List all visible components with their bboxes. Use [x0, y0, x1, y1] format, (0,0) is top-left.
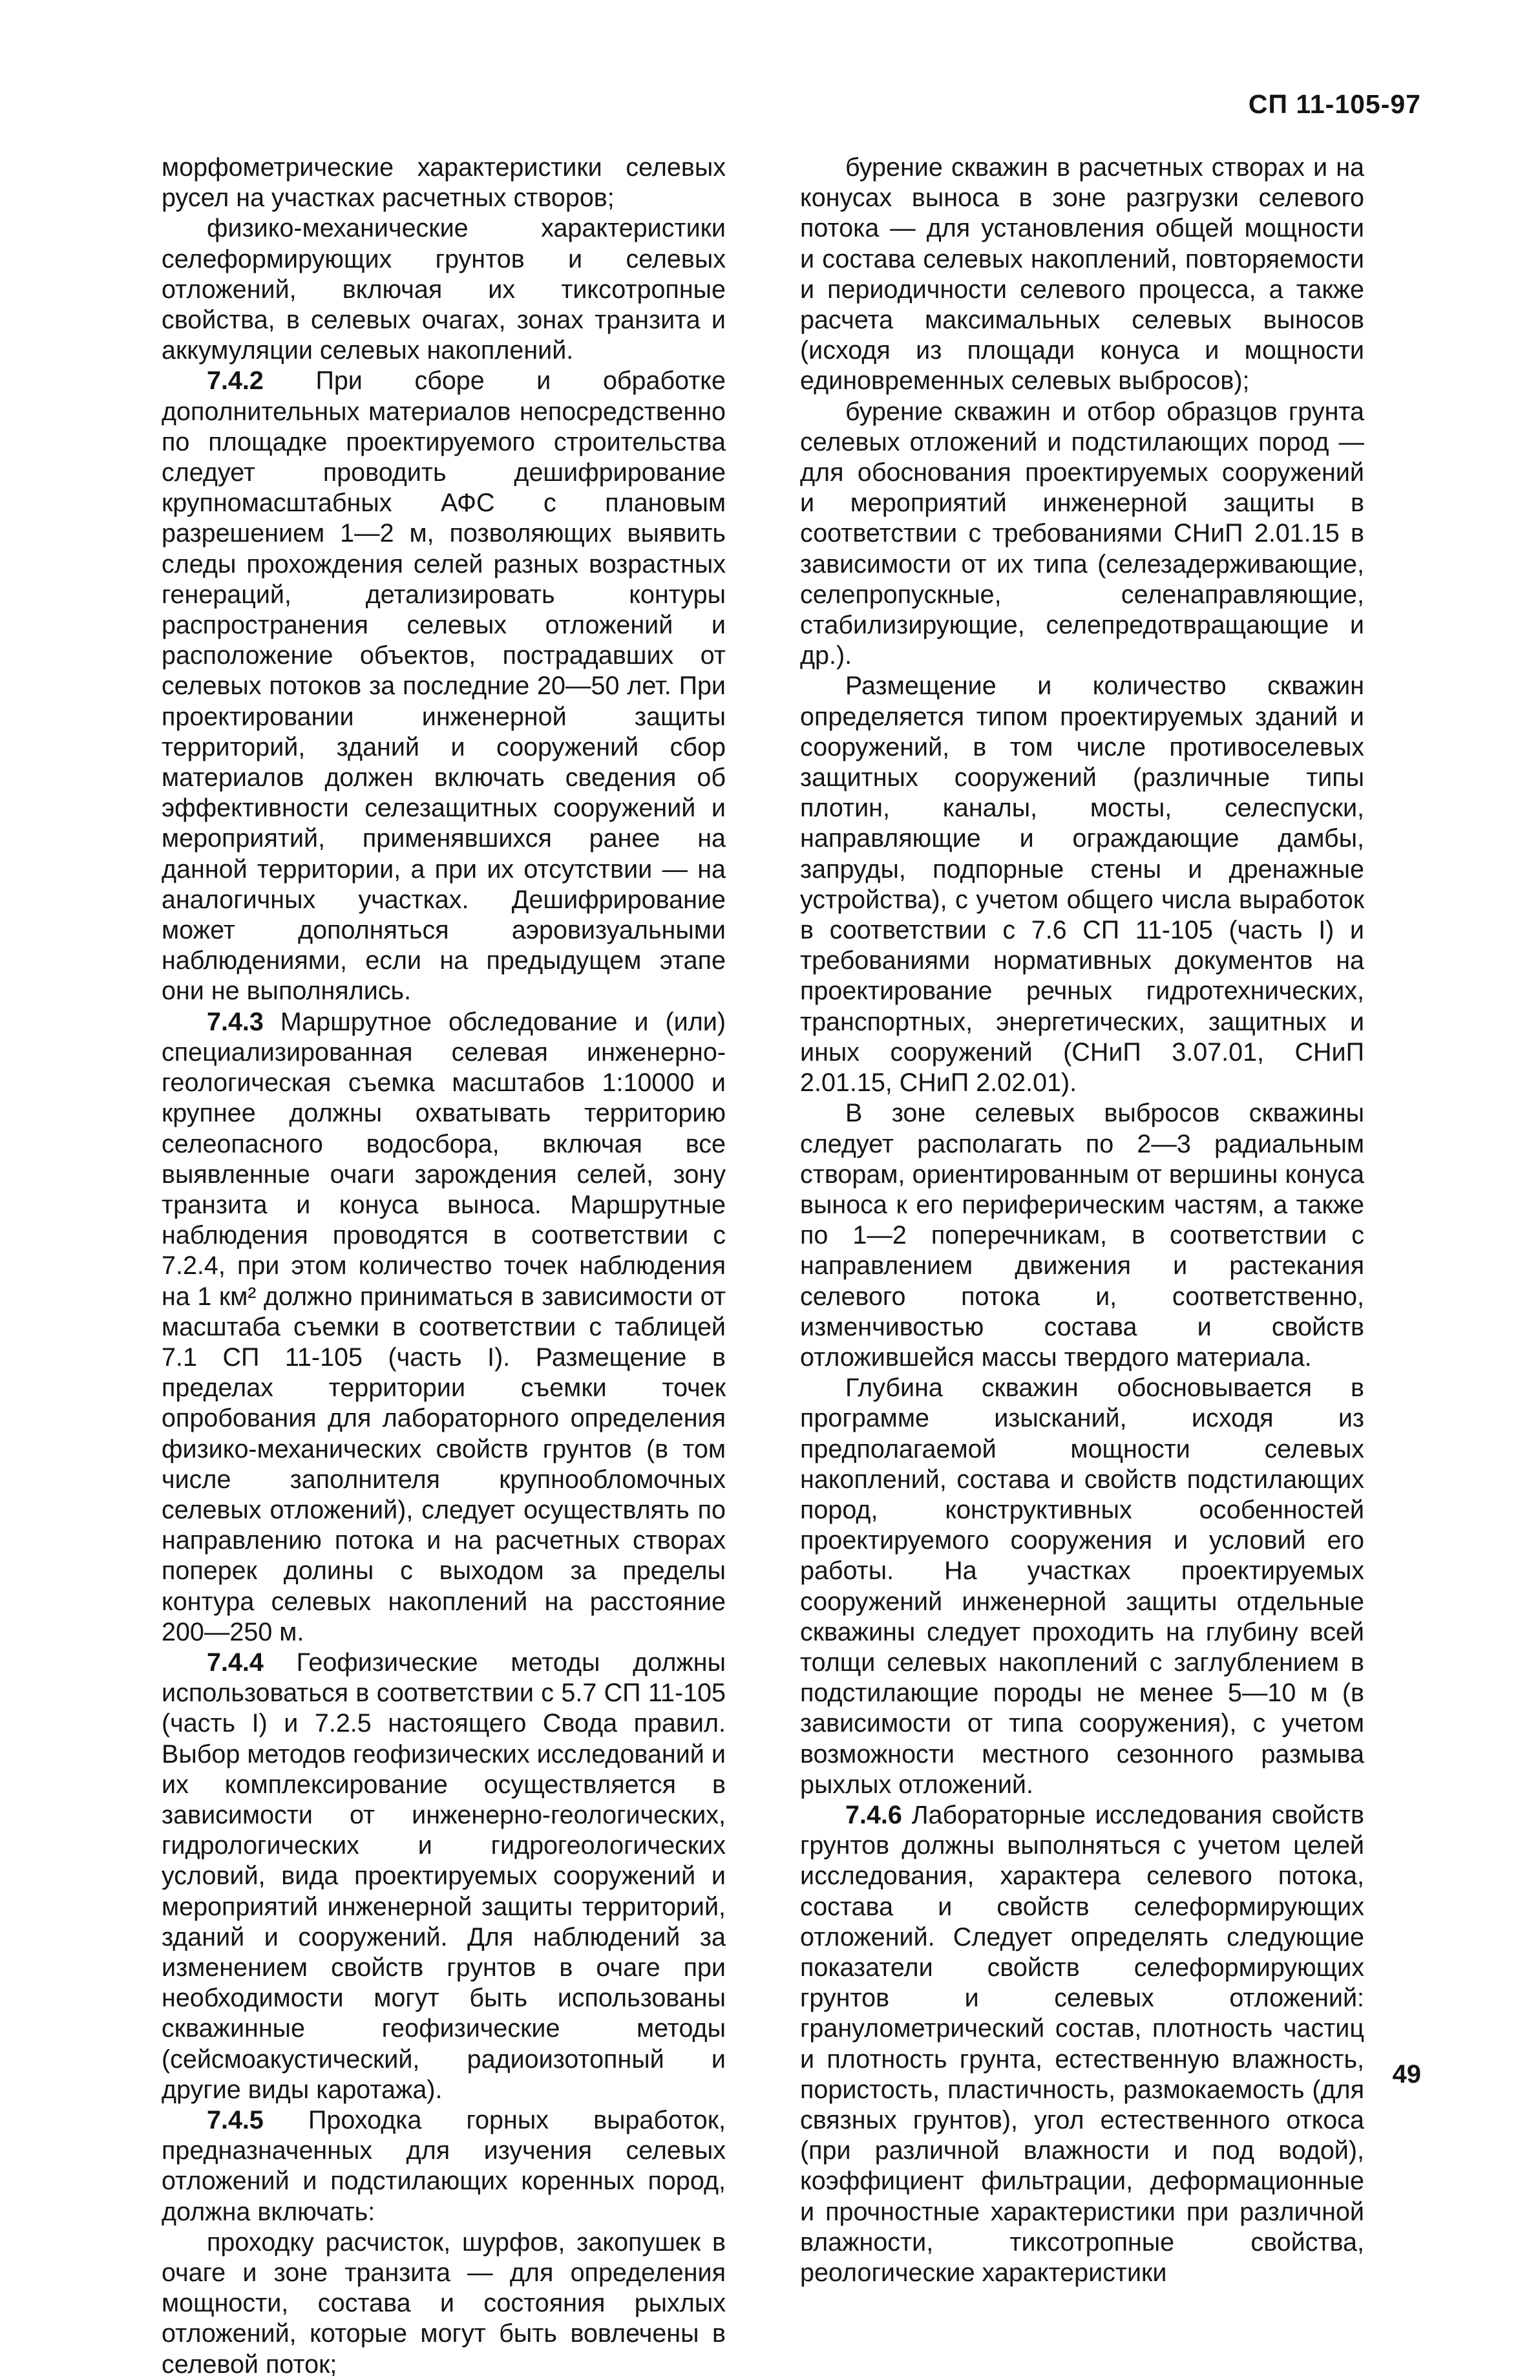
paragraph: [800, 397, 1364, 672]
paragraph-text: бурение скважин в расчетных створах и на конусах выноса в зоне разгрузки селевого потока — для установления общей мощности и состава селевых накоплений, повторяемости и периодичности селевого процесса, а также расчета максимальных селевых выносов (исходя из площади конуса и мощности единовременных селевых выбросов);: [800, 153, 1364, 396]
paragraph: [162, 2105, 726, 2227]
right-column: [800, 153, 1364, 2288]
paragraph-text: Геофизические методы должны использоваться в соответствии с 5.7 СП 11-105 (часть I) и 7.2.5 настоящего Свода правил. Выбор методов геофизических исследований и их комплексирование осуществляется в зависимости от инженерно-геологических, гидрологических и гидрогеологических условий, вида проектируемых сооружений и мероприятий инженерной защиты территорий, зданий и сооружений. Для наблюдений за изменением свойств грунтов в очаге при необходимости могут быть использованы скважинные геофизические методы (сейсмоакустический, радиоизотопный и другие виды каротажа).: [162, 1648, 726, 2104]
paragraph-text: Проходка горных выработок, предназначенных для изучения селевых отложений и подстилающих коренных пород, должна включать:: [162, 2106, 726, 2226]
paragraph-text: Размещение и количество скважин определяется типом проектируемых зданий и сооружений, в том числе противоселевых защитных сооружений (различные типы плотин, каналы, мосты, селеспуски, направляющие и ограждающие дамбы, запруды, подпорные стены и дренажные устройства), с учетом общего числа выработок в соответствии с 7.6 СП 11-105 (часть I) и требованиями нормативных документов на проектирование речных гидротехнических, транспортных, энергетических, защитных и иных сооружений (СНиП 3.07.01, СНиП 2.01.15, СНиП 2.02.01).: [800, 672, 1364, 1098]
paragraph-text: Маршрутное обследование и (или) специализированная селевая инженерно-геологическая съемка масштабов 1:10000 и крупнее должны охватывать территорию селеопасного водосбора, включая все выявленные очаги зарождения селей, зону транзита и конуса выноса. Маршрутные наблюдения проводятся в соответствии с 7.2.4, при этом количество точек наблюдения на 1 км² должно приниматься в зависимости от масштаба съемки в соответствии с таблицей 7.1 СП 11-105 (часть I). Размещение в пределах территории съемки точек опробования для лабораторного определения физико-механических свойств грунтов (в том числе заполнителя крупнообломочных селевых отложений), следует осуществлять по направлению потока и на расчетных створах поперек долины с выходом за пределы контура селевых накоплений на расстояние 200—250 м.: [162, 1007, 726, 1646]
paragraph: [800, 671, 1364, 1098]
paragraph-text: морфометрические характеристики селевых русел на участках расчетных створов;: [162, 153, 726, 213]
section-number: 7.4.6: [845, 1800, 902, 1829]
paragraph: [162, 1007, 726, 1648]
paragraph-text: бурение скважин и отбор образцов грунта селевых отложений и подстилающих пород — для обоснования проектируемых сооружений и мероприятий инженерной защиты в соответствии с требованиями СНиП 2.01.15 в зависимости от их типа (селезадерживающие, селепропускные, селенаправляющие, стабилизирующие, селепредотвращающие и др.).: [800, 397, 1364, 670]
paragraph-text: В зоне селевых выбросов скважины следует располагать по 2—3 радиальным створам, ориентированным от вершины конуса выноса к его периферическим частям, а также по 1—2 поперечникам, в соответствии с направлением движения и растекания селевого потока и, соответственно, изменчивостью состава и свойств отложившейся массы твердого материала.: [800, 1099, 1364, 1372]
paragraph: [800, 153, 1364, 397]
paragraph: [162, 2227, 726, 2380]
section-number: 7.4.4: [207, 1648, 264, 1677]
section-number: 7.4.2: [207, 367, 264, 396]
paragraph: [800, 1800, 1364, 2288]
paragraph: [162, 1648, 726, 2105]
paragraph-text: проходку расчисток, шурфов, закопушек в очаге и зоне транзита — для определения мощности, состава и состояния рыхлых отложений, которые могут быть вовлечены в селевой поток;: [162, 2227, 726, 2379]
paragraph: [162, 153, 726, 213]
paragraph-text: Глубина скважин обосновывается в программе изысканий, исходя из предполагаемой мощности селевых накоплений, состава и свойств подстилающих пород, конструктивных особенностей проектируемого сооружения и условий его работы. На участках проектируемых сооружений инженерной защиты отдельные скважины следует проходить на глубину всей толщи селевых накоплений с заглублением в подстилающие породы не менее 5—10 м (в зависимости от типа сооружения), с учетом возможности местного сезонного размыва рыхлых отложений.: [800, 1374, 1364, 1799]
left-column: [162, 153, 726, 2380]
paragraph: [800, 1373, 1364, 1800]
document-code-header: СП 11-105-97: [1248, 89, 1421, 119]
paragraph: [162, 366, 726, 1006]
page-number: 49: [1392, 2060, 1421, 2088]
paragraph-text: Лабораторные исследования свойств грунтов должны выполняться с учетом целей исследования, характера селевого потока, состава и свойств селеформирующих отложений. Следует определять следующие показатели свойств селеформирующих грунтов и селевых отложений: гранулометрический состав, плотность частиц и плотность грунта, естественную влажность, пористость, пластичность, размокаемость (для связных грунтов), угол естественного откоса (при различной влажности и под водой), коэффициент фильтрации, деформационные и прочностные характеристики при различной влажности, тиксотропные свойства, реологические характеристики: [800, 1800, 1364, 2288]
paragraph: [162, 213, 726, 366]
paragraph: [800, 1098, 1364, 1373]
paragraph-text: физико-механические характеристики селеформирующих грунтов и селевых отложений, включая их тиксотропные свойства, в селевых очагах, зонах транзита и аккумуляции селевых накоплений.: [162, 214, 726, 365]
section-number: 7.4.5: [207, 2106, 264, 2134]
paragraph-text: При сборе и обработке дополнительных материалов непосредственно по площадке проектируемого строительства следует проводить дешифрирование крупномасштабных АФС с плановым разрешением 1—2 м, позволяющих выявить следы прохождения селей разных возрастных генераций, детализировать контуры распространения селевых отложений и расположение объектов, пострадавших от селевых потоков за последние 20—50 лет. При проектировании инженерной защиты территорий, зданий и сооружений сбор материалов должен включать сведения об эффективности селезащитных сооружений и мероприятий, применявшихся ранее на данной территории, а при их отсутствии — на аналогичных участках. Дешифрирование может дополняться аэровизуальными наблюдениями, если на предыдущем этапе они не выполнялись.: [162, 367, 726, 1006]
section-number: 7.4.3: [207, 1007, 264, 1036]
